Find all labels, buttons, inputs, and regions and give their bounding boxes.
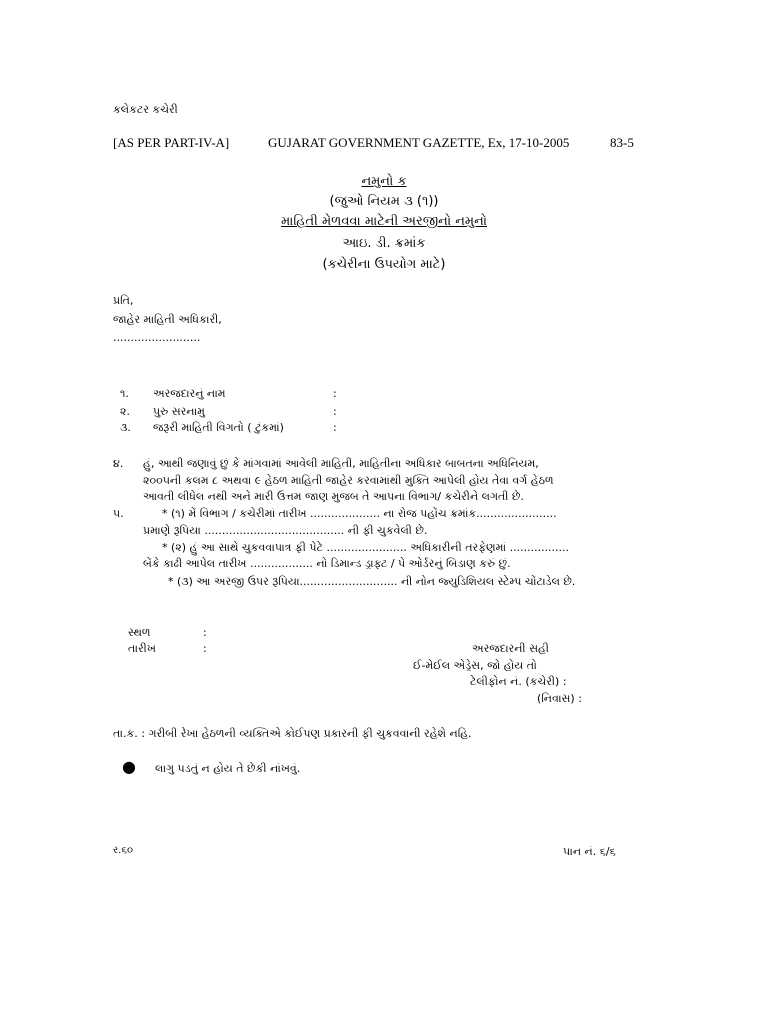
place-colon: : [203,626,207,639]
form-heading: માહિતી મેળવવા માટેની અરજીનો નમુનો [280,214,488,229]
fee-line: પ્રમાણે રૂપિયા ........................................ ની ફી ચુકવેલી છે. [143,524,428,537]
footnote: તા.ક. : ગરીબી રેખા હેઠળની વ્યક્તિએ કોઈપણ પ્રકારની ફી ચુકવવાની રહેશે નહિ. [113,727,472,740]
page-number: પાન નં. ૬/૬ [563,845,616,858]
date-colon: : [203,642,207,655]
page-ref: 83-5 [610,135,634,150]
declaration-number: ૪. [113,457,124,470]
footer-left: ર.૬૦ [113,845,133,856]
phone-home-label: (નિવાસ) : [537,692,582,705]
date-label: તારીખ [128,642,156,655]
field-label-address: પુરુ સરનામુ [153,405,205,418]
phone-office-label: ટેલીફોન નં. (કચેરી) : [470,675,567,688]
addressee-officer: જાહેર માહિતી અધિકારી, [113,313,222,326]
email-label: ઈ-મેઈલ એડ્રેસ, જો હોય તો [413,659,537,672]
gazette-ref: [AS PER PART-IV-A] [113,135,230,150]
rule-ref: (જુઓ નિયમ ૩ (૧)) [329,194,439,209]
fee-line: * (૨) હું આ સાથે ચુકવવાપાત્ર ફી પેટે ....................... અધિકારીની તરફેણમાં ................. [162,541,570,554]
declaration-line: હું, આથી જણાવું છું કે માંગવામાં આવેલી માહિતી, માહિતીના અધિકાર બાબતના અધિનિયમ, [143,457,539,470]
fee-line: * (૧) મેં વિભાગ / કચેરીમાં તારીખ .................... ના રોજ પહોંચ ક્રમાંક....................... [162,507,557,520]
addressee-blank: ......................... [113,331,201,344]
declaration-line: આવતી લીધેલ નથી અને મારી ઉત્તમ જાણ મુજબ તે આપના વિભાગ/ કચેરીને લગતી છે. [143,490,524,503]
field-number: ૨. [120,405,130,418]
form-name: નમુનો ક [361,174,407,189]
office-name: કલેકટર કચેરી [113,103,178,116]
field-number: ૧. [120,387,129,400]
place-label: સ્થળ [128,626,151,639]
applicant-signature: અરજદારની સહી [472,642,549,655]
field-colon: : [333,405,337,418]
fee-line: * (૩) આ અરજી ઉપર રૂપિયા............................ ની નોન જ્યુડિશિયલ સ્ટેમ્પ ચોંટાડેલ છે. [168,575,576,588]
id-number: આઇ. ડી. ક્રમાંક [342,236,426,251]
declaration-line: ૨૦૦૫ની કલમ ૮ અથવા ૯ હેઠળ માહિતી જાહેર કરવામાંથી મુક્તિ આપેલી હોય તેવા વર્ગ હેઠળ [143,474,554,487]
bullet-note: લાગુ પડતું ન હોય તે છેકી નાંખવું. [155,762,301,775]
office-use: (કચેરીના ઉપયોગ માટે) [322,257,446,272]
addressee-to: પ્રતિ, [113,294,134,307]
field-label-name: અરજદારનું નામ [153,387,226,400]
bullet-icon: ● [122,757,136,776]
field-number: ૩. [120,421,131,434]
field-label-info: જરૂરી માહિતી વિગતો ( ટુંકમાં) [153,421,284,434]
field-colon: : [333,387,337,400]
fee-line: બેંકે કાઢી આપેલ તારીખ .................. નો ડિમાન્ડ ડ્રાફ્ટ / પે ઓર્ડરનું બિડાણ કરું છું. [143,557,511,570]
fee-section-label: ૫. [113,507,124,520]
gazette-title: GUJARAT GOVERNMENT GAZETTE, Ex, 17-10-2005 [268,135,570,150]
field-colon: : [333,421,337,434]
